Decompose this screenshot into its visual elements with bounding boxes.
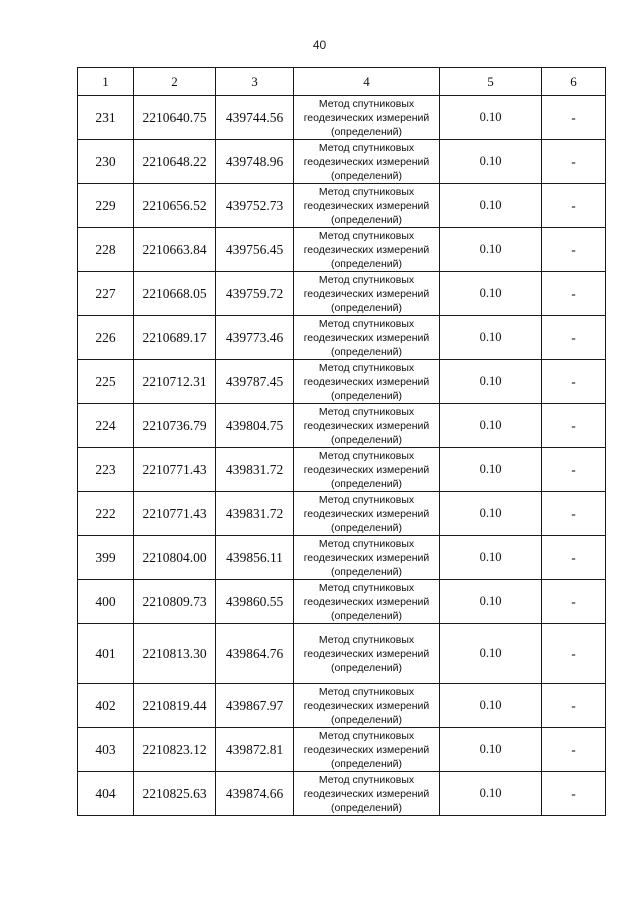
method-line: (определений) — [330, 521, 403, 534]
method-cell — [294, 684, 440, 728]
point-number-cell: 228 — [78, 228, 134, 272]
point-number-cell: 226 — [78, 316, 134, 360]
table-row — [78, 624, 606, 684]
method-line: геодезических измерений — [303, 743, 430, 756]
table-body — [78, 96, 606, 816]
method-line: Метод спутниковых — [318, 581, 415, 594]
method-line: Метод спутниковых — [318, 229, 415, 242]
accuracy-cell: 0.10 — [440, 96, 542, 140]
method-line: Метод спутниковых — [318, 317, 415, 330]
note-cell: - — [542, 728, 606, 772]
point-number-cell: 399 — [78, 536, 134, 580]
y-coordinate-cell: 439831.72 — [216, 492, 294, 536]
y-coordinate-cell: 439804.75 — [216, 404, 294, 448]
method-line: геодезических измерений — [303, 375, 430, 388]
table-row — [78, 492, 606, 536]
method-cell — [294, 580, 440, 624]
method-line: (определений) — [330, 661, 403, 674]
x-coordinate-cell: 2210656.52 — [134, 184, 216, 228]
note-cell: - — [542, 140, 606, 184]
method-line: Метод спутниковых — [318, 729, 415, 742]
method-line: геодезических измерений — [303, 199, 430, 212]
y-coordinate-cell: 439759.72 — [216, 272, 294, 316]
table-row — [78, 316, 606, 360]
point-number-cell: 229 — [78, 184, 134, 228]
method-cell — [294, 404, 440, 448]
method-line: Метод спутниковых — [318, 361, 415, 374]
x-coordinate-cell: 2210689.17 — [134, 316, 216, 360]
method-line: (определений) — [330, 301, 403, 314]
y-coordinate-cell: 439748.96 — [216, 140, 294, 184]
method-line: (определений) — [330, 757, 403, 770]
accuracy-cell: 0.10 — [440, 772, 542, 816]
accuracy-cell: 0.10 — [440, 272, 542, 316]
method-line: геодезических измерений — [303, 243, 430, 256]
column-header: 3 — [216, 68, 294, 96]
method-cell — [294, 140, 440, 184]
method-line: геодезических измерений — [303, 155, 430, 168]
x-coordinate-cell: 2210804.00 — [134, 536, 216, 580]
method-cell — [294, 316, 440, 360]
method-line: геодезических измерений — [303, 647, 430, 660]
method-line: геодезических измерений — [303, 419, 430, 432]
point-number-cell: 402 — [78, 684, 134, 728]
method-line: Метод спутниковых — [318, 97, 415, 110]
method-cell — [294, 228, 440, 272]
method-line: Метод спутниковых — [318, 685, 415, 698]
x-coordinate-cell: 2210663.84 — [134, 228, 216, 272]
point-number-cell: 227 — [78, 272, 134, 316]
method-line: Метод спутниковых — [318, 633, 415, 646]
accuracy-cell: 0.10 — [440, 228, 542, 272]
method-cell — [294, 772, 440, 816]
table-header-row — [78, 68, 606, 96]
method-line: (определений) — [330, 125, 403, 138]
table-row — [78, 184, 606, 228]
method-line: геодезических измерений — [303, 287, 430, 300]
y-coordinate-cell: 439864.76 — [216, 624, 294, 684]
table-row — [78, 272, 606, 316]
accuracy-cell: 0.10 — [440, 580, 542, 624]
point-number-cell: 225 — [78, 360, 134, 404]
x-coordinate-cell: 2210813.30 — [134, 624, 216, 684]
x-coordinate-cell: 2210771.43 — [134, 448, 216, 492]
method-line: геодезических измерений — [303, 699, 430, 712]
point-number-cell: 224 — [78, 404, 134, 448]
method-line: геодезических измерений — [303, 111, 430, 124]
method-line: геодезических измерений — [303, 595, 430, 608]
method-cell — [294, 360, 440, 404]
method-line: Метод спутниковых — [318, 493, 415, 506]
table-row — [78, 536, 606, 580]
accuracy-cell: 0.10 — [440, 404, 542, 448]
accuracy-cell: 0.10 — [440, 536, 542, 580]
method-cell — [294, 624, 440, 684]
page-number: 40 — [312, 38, 327, 52]
note-cell: - — [542, 684, 606, 728]
table-row — [78, 404, 606, 448]
note-cell: - — [542, 772, 606, 816]
x-coordinate-cell: 2210809.73 — [134, 580, 216, 624]
note-cell: - — [542, 184, 606, 228]
method-cell — [294, 272, 440, 316]
note-cell: - — [542, 536, 606, 580]
note-cell: - — [542, 360, 606, 404]
x-coordinate-cell: 2210823.12 — [134, 728, 216, 772]
y-coordinate-cell: 439752.73 — [216, 184, 294, 228]
point-number-cell: 404 — [78, 772, 134, 816]
method-line: Метод спутниковых — [318, 185, 415, 198]
method-cell — [294, 184, 440, 228]
method-cell — [294, 492, 440, 536]
accuracy-cell: 0.10 — [440, 140, 542, 184]
method-line: Метод спутниковых — [318, 273, 415, 286]
note-cell: - — [542, 404, 606, 448]
x-coordinate-cell: 2210825.63 — [134, 772, 216, 816]
accuracy-cell: 0.10 — [440, 184, 542, 228]
y-coordinate-cell: 439756.45 — [216, 228, 294, 272]
method-line: (определений) — [330, 565, 403, 578]
x-coordinate-cell: 2210712.31 — [134, 360, 216, 404]
method-line: геодезических измерений — [303, 507, 430, 520]
point-number-cell: 222 — [78, 492, 134, 536]
y-coordinate-cell: 439874.66 — [216, 772, 294, 816]
accuracy-cell: 0.10 — [440, 492, 542, 536]
table-row — [78, 580, 606, 624]
accuracy-cell: 0.10 — [440, 316, 542, 360]
x-coordinate-cell: 2210771.43 — [134, 492, 216, 536]
method-line: (определений) — [330, 433, 403, 446]
column-header: 6 — [542, 68, 606, 96]
accuracy-cell: 0.10 — [440, 684, 542, 728]
y-coordinate-cell: 439860.55 — [216, 580, 294, 624]
method-cell — [294, 448, 440, 492]
method-line: Метод спутниковых — [318, 449, 415, 462]
note-cell: - — [542, 492, 606, 536]
table-row — [78, 772, 606, 816]
note-cell: - — [542, 580, 606, 624]
point-number-cell: 223 — [78, 448, 134, 492]
method-line: (определений) — [330, 609, 403, 622]
method-line: (определений) — [330, 213, 403, 226]
point-number-cell: 401 — [78, 624, 134, 684]
method-line: (определений) — [330, 169, 403, 182]
table-row — [78, 140, 606, 184]
method-line: (определений) — [330, 257, 403, 270]
method-line: (определений) — [330, 345, 403, 358]
x-coordinate-cell: 2210668.05 — [134, 272, 216, 316]
method-line: геодезических измерений — [303, 787, 430, 800]
column-header: 2 — [134, 68, 216, 96]
y-coordinate-cell: 439872.81 — [216, 728, 294, 772]
accuracy-cell: 0.10 — [440, 728, 542, 772]
accuracy-cell: 0.10 — [440, 624, 542, 684]
point-number-cell: 230 — [78, 140, 134, 184]
column-header: 5 — [440, 68, 542, 96]
x-coordinate-cell: 2210819.44 — [134, 684, 216, 728]
note-cell: - — [542, 448, 606, 492]
point-number-cell: 400 — [78, 580, 134, 624]
method-cell — [294, 536, 440, 580]
table-row — [78, 228, 606, 272]
table-row — [78, 360, 606, 404]
accuracy-cell: 0.10 — [440, 360, 542, 404]
method-line: геодезических измерений — [303, 463, 430, 476]
note-cell: - — [542, 272, 606, 316]
point-number-cell: 231 — [78, 96, 134, 140]
x-coordinate-cell: 2210648.22 — [134, 140, 216, 184]
y-coordinate-cell: 439867.97 — [216, 684, 294, 728]
table-row — [78, 684, 606, 728]
point-number-cell: 403 — [78, 728, 134, 772]
method-line: Метод спутниковых — [318, 537, 415, 550]
method-line: Метод спутниковых — [318, 141, 415, 154]
y-coordinate-cell: 439744.56 — [216, 96, 294, 140]
accuracy-cell: 0.10 — [440, 448, 542, 492]
y-coordinate-cell: 439856.11 — [216, 536, 294, 580]
method-line: (определений) — [330, 713, 403, 726]
method-line: Метод спутниковых — [318, 405, 415, 418]
x-coordinate-cell: 2210736.79 — [134, 404, 216, 448]
method-line: (определений) — [330, 389, 403, 402]
method-line: (определений) — [330, 477, 403, 490]
note-cell: - — [542, 96, 606, 140]
table-row — [78, 96, 606, 140]
column-header: 1 — [78, 68, 134, 96]
note-cell: - — [542, 624, 606, 684]
method-cell — [294, 96, 440, 140]
coordinates-table — [77, 67, 606, 816]
note-cell: - — [542, 228, 606, 272]
note-cell: - — [542, 316, 606, 360]
method-line: (определений) — [330, 801, 403, 814]
table-row — [78, 728, 606, 772]
method-line: геодезических измерений — [303, 551, 430, 564]
table-row — [78, 448, 606, 492]
method-line: Метод спутниковых — [318, 773, 415, 786]
column-header: 4 — [294, 68, 440, 96]
y-coordinate-cell: 439831.72 — [216, 448, 294, 492]
y-coordinate-cell: 439773.46 — [216, 316, 294, 360]
method-cell — [294, 728, 440, 772]
method-line: геодезических измерений — [303, 331, 430, 344]
x-coordinate-cell: 2210640.75 — [134, 96, 216, 140]
y-coordinate-cell: 439787.45 — [216, 360, 294, 404]
